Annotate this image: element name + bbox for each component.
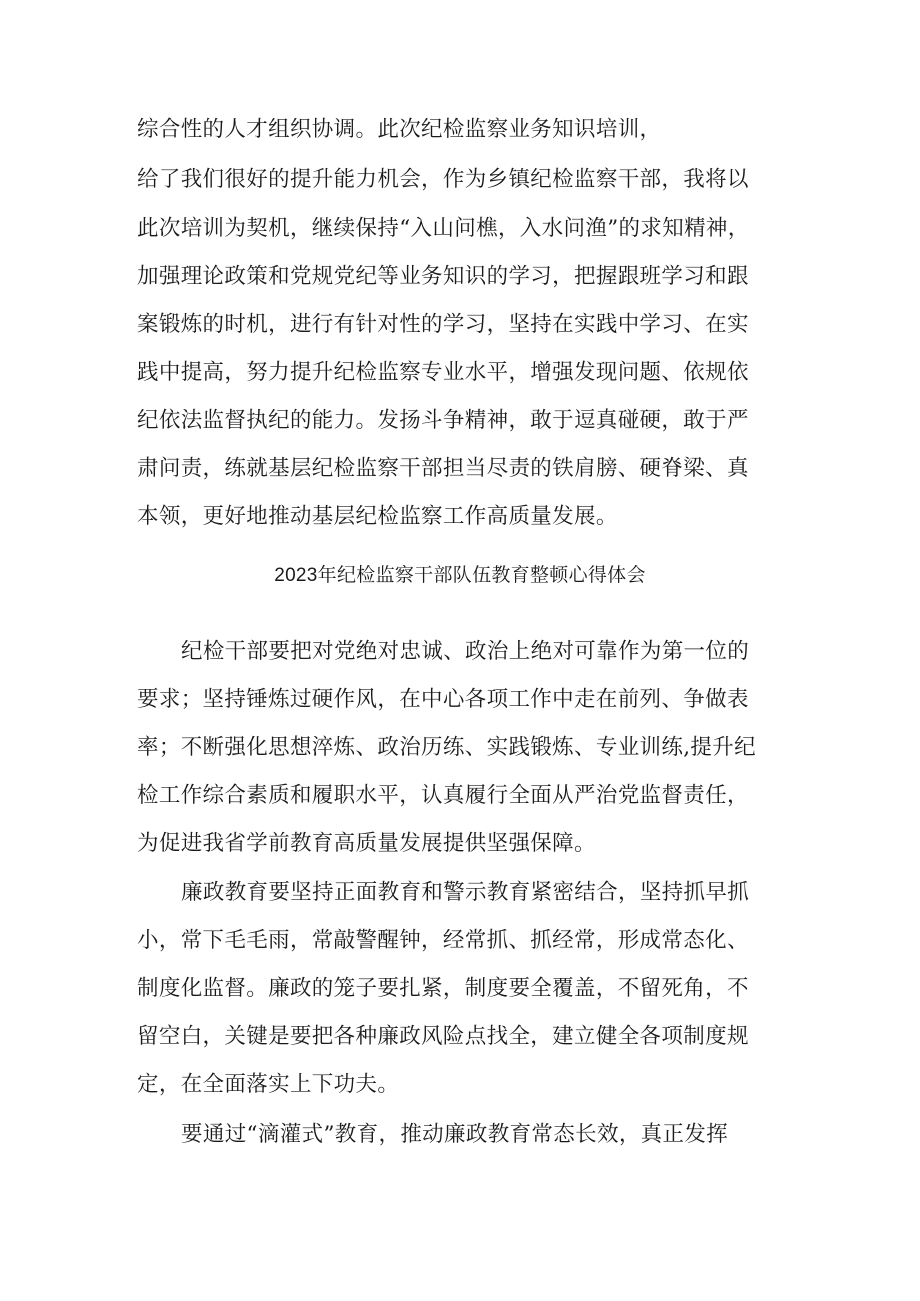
text-line: 纪依法监督执纪的能力。发扬斗争精神，敢于逗真碰硬，敢于严 — [137, 408, 749, 433]
text-line: 要求；坚持锤炼过硬作风，在中心各项工作中走在前列、争做表 — [137, 687, 749, 712]
text-line: 案锻炼的时机，进行有针对性的学习，坚持在实践中学习、在实 — [137, 312, 749, 337]
text-line: 为促进我省学前教育高质量发展提供坚强保障。 — [137, 831, 596, 856]
text-line: 要通过“滴灌式”教育，推动廉政教育常态长效，真正发挥 — [181, 1122, 729, 1147]
text-line: 廉政教育要坚持正面教育和警示教育紧密结合，坚持抓早抓 — [181, 880, 750, 905]
text-line: 综合性的人才组织协调。此次纪检监察业务知识培训， — [137, 117, 662, 142]
text-line: 本领，更好地推动基层纪检监察工作高质量发展。 — [137, 504, 618, 529]
text-line: 加强理论政策和党规党纪等业务知识的学习，把握跟班学习和跟 — [137, 264, 749, 289]
text-line: 率；不断强化思想淬炼、政治历练、实践锻炼、专业训练,提升纪 — [137, 735, 756, 760]
text-line: 制度化监督。廉政的笼子要扎紧，制度要全覆盖，不留死角，不 — [137, 976, 749, 1001]
text-line: 给了我们很好的提升能力机会，作为乡镇纪检监察干部，我将以 — [137, 167, 749, 192]
text-line: 定，在全面落实上下功夫。 — [137, 1072, 400, 1097]
text-line: 小，常下毛毛雨，常敲警醒钟，经常抓、抓经常，形成常态化、 — [137, 928, 749, 953]
text-line: 践中提高，努力提升纪检监察专业水平，增强发现问题、依规依 — [137, 360, 749, 385]
text-line: 检工作综合素质和履职水平，认真履行全面从严治党监督责任， — [137, 783, 749, 808]
section-title: 2023年纪检监察干部队伍教育整顿心得体会 — [274, 565, 646, 586]
text-line: 肃问责，练就基层纪检监察干部担当尽责的铁肩膀、硬脊梁、真 — [137, 456, 749, 481]
text-line: 纪检干部要把对党绝对忠诚、政治上绝对可靠作为第一位的 — [181, 639, 750, 664]
text-line: 留空白，关键是要把各种廉政风险点找全，建立健全各项制度规 — [137, 1024, 749, 1049]
text-line: 此次培训为契机，继续保持“入山问樵，入水问渔”的求知精神， — [137, 216, 750, 241]
